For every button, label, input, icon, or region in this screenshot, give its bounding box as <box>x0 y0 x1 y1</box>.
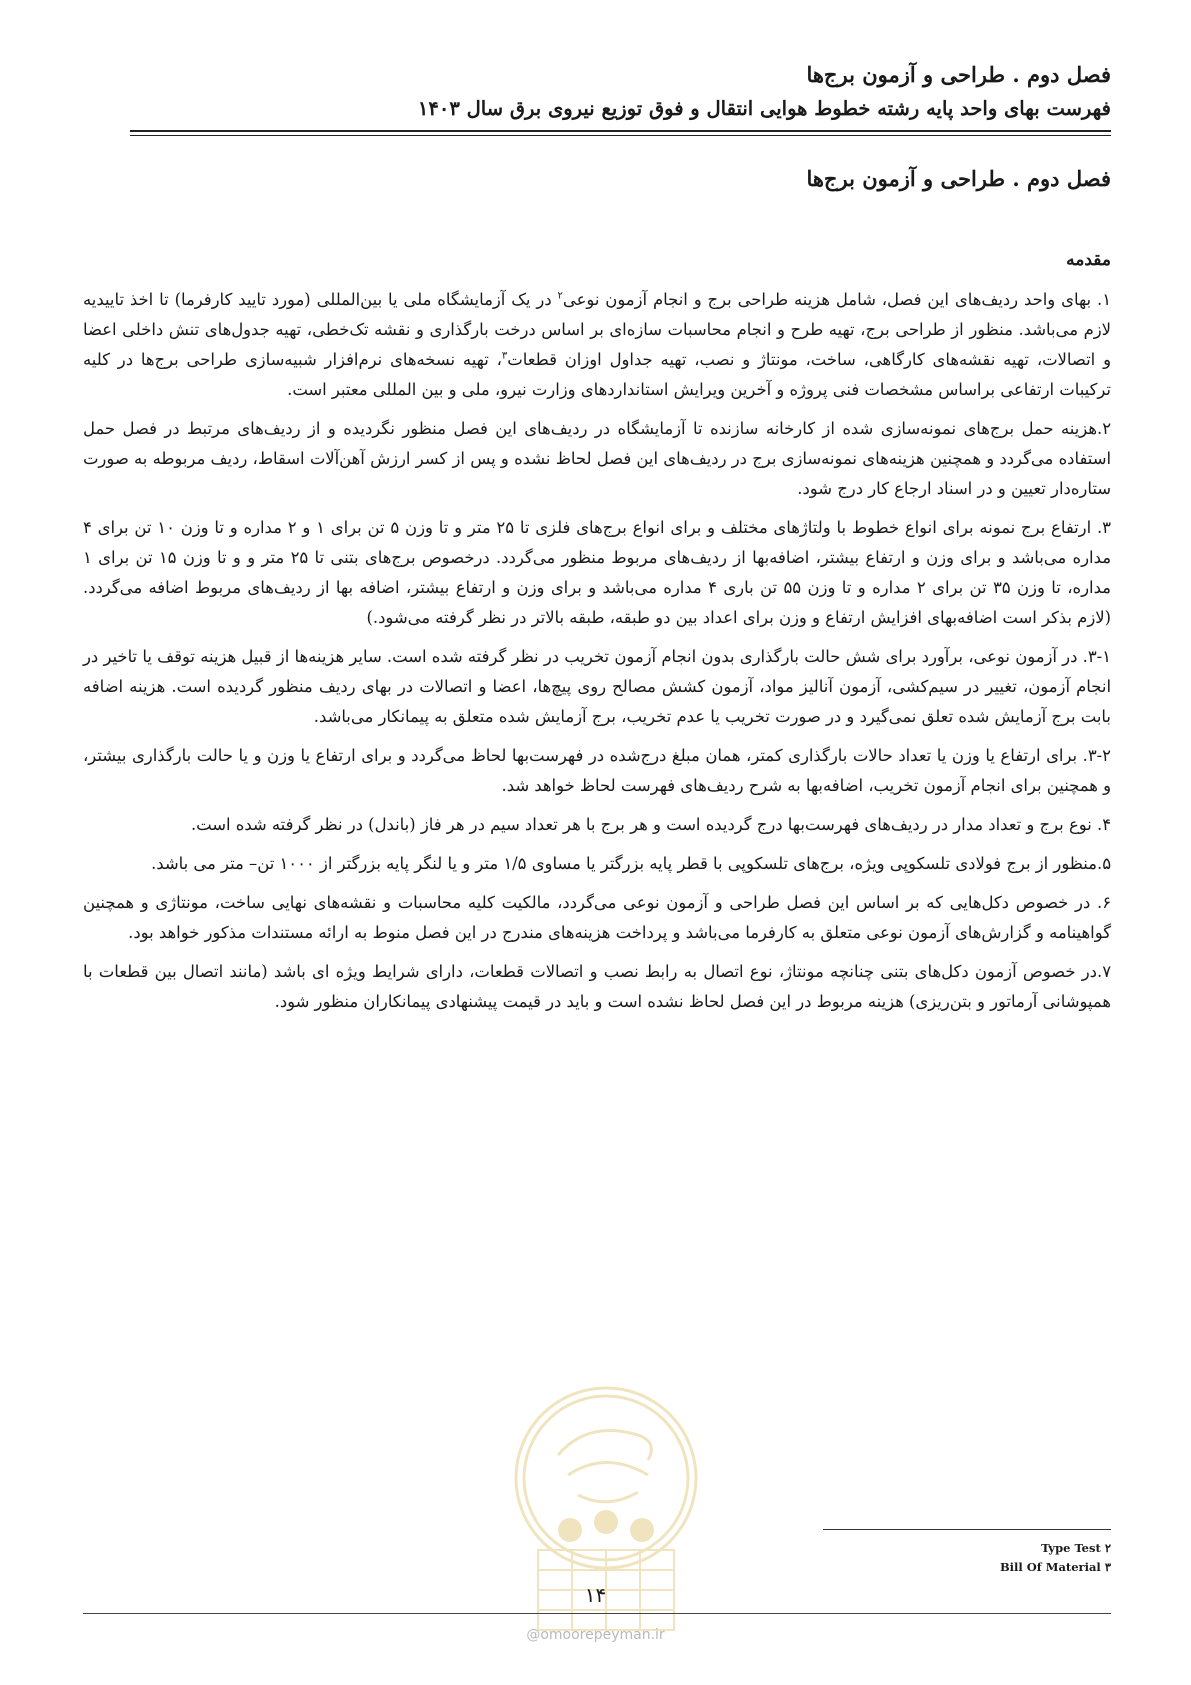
footnote-2-number: ۲ <box>1104 1541 1111 1555</box>
chapter-title: فصل دوم . طراحی و آزمون برج‌ها <box>806 166 1111 191</box>
footnote-separator <box>823 1529 1111 1530</box>
paragraph-2: ۲.هزینه حمل برج‌های نمونه‌سازی شده از کارخانه سازنده تا آزمایشگاه در ردیف‌های این فصل منظور نگردیده و از ردیف‌های مرتبط در فصل حمل استفاده می‌گردد و همچنین هزینه‌های نمونه‌سازی برج در ردیف‌های این فصل لحاظ نشده و پس از کسر ارزش آهن‌آلات اسقاط، ردیف مربوطه به صورت ستاره‌دار تعیین و در اسناد ارجاع کار درج شود. <box>83 419 1111 498</box>
header-chapter-title: فصل دوم . طراحی و آزمون برج‌ها <box>806 62 1111 87</box>
footnote-3-text: Bill Of Material <box>999 1560 1101 1574</box>
site-watermark-text: @omoorepeyman.ir <box>526 1627 665 1643</box>
paragraph-3-1: ۳-۱. در آزمون نوعی، برآورد برای شش حالت بارگذاری بدون انجام آزمون تخریب در نظر گرفته شده است. سایر هزینه‌ها از قبیل هزینه توقف یا تاخیر در انجام آزمون، تغییر در سیم‌کشی، آزمون آنالیز مواد، آزمون کشش مصالح روی پیچ‌ها، اعضا و اتصالات در بهای ردیف منظور گردیده است. هزینه اضافه بابت برج آزمایش شده تعلق نمی‌گیرد و در صورت تخریب یا عدم تخریب، برج آزمایش شده متعلق به پیمانکار می‌باشد. <box>83 647 1111 726</box>
footer-rule <box>83 1613 1111 1614</box>
paragraph-1-part-b: در یک آزمایشگاه ملی یا بین‌المللی (مورد تایید کارفرما) تا اخذ تاییدیه لازم می‌باشد. منظور از طراحی برج، تهیه طرح و انجام محاسبات سازه‌ای بر اساس درخت بارگذاری و نقشه تک‌خطی، تهیه جدول‌های تنش داخلی اعضا و اتصالات، تهیه نقشه‌های کارگاهی، ساخت، مونتاژ و نصب، تهیه جداول اوزان قطعات <box>83 290 1111 369</box>
header-thin-rule <box>130 135 1111 136</box>
footnote-ref-3: ۳ <box>501 350 508 362</box>
paragraph-5: ۵.منظور از برج فولادی تلسکوپی ویژه، برج‌های تلسکوپی با قطر پایه بزرگتر یا مساوی ۱/۵ متر و یا لنگر پایه بزرگتر از ۱۰۰۰ تن– متر می باشد. <box>151 854 1111 873</box>
body-text <box>83 285 1111 1026</box>
paragraph-4: ۴. نوع برج و تعداد مدار در ردیف‌های فهرست‌بها درج گردیده است و هر برج با هر تعداد سیم در هر فاز (باندل) در نظر گرفته شده است. <box>190 815 1111 834</box>
footnote-ref-2: ۲ <box>557 290 563 302</box>
running-header <box>130 58 1111 126</box>
footnote-3 <box>1000 1560 1111 1574</box>
paragraph-1-part-a: ۱. بهای واحد ردیف‌های این فصل، شامل هزینه طراحی برج و انجام آزمون نوعی <box>562 290 1111 309</box>
page-number: ۱۴ <box>584 1583 607 1607</box>
footnote-2-text: Type Test <box>1041 1541 1101 1555</box>
footnote-2 <box>1041 1541 1111 1555</box>
paragraph-3-2: ۳-۲. برای ارتفاع یا وزن یا تعداد حالات بارگذاری کمتر، همان مبلغ درج‌شده در فهرست‌بها لحاظ می‌گردد و برای ارتفاع یا وزن و یا حالت بارگذاری بیشتر، و همچنین برای انجام آزمون تخریب، اضافه‌بها به شرح ردیف‌های فهرست لحاظ خواهد شد. <box>83 746 1111 795</box>
section-title: مقدمه <box>1066 250 1111 270</box>
paragraph-7: ۷.در خصوص آزمون دکل‌های بتنی چنانچه مونتاژ، نوع اتصال به رابط نصب و اتصالات قطعات، دارای شرایط ویژه ای باشد (مانند اتصال بین قطعات با همپوشانی آرماتور و بتن‌ریزی) هزینه مربوط در این فصل لحاظ نشده است و باید در قیمت پیشنهادی پیمانکاران منظور شود. <box>83 962 1111 1011</box>
header-document-title: فهرست بهای واحد پایه رشته خطوط هوایی انتقال و فوق توزیع نیروی برق سال ۱۴۰۳ <box>417 97 1111 120</box>
paragraph-1-part-c: ، تهیه نسخه‌های نرم‌افزار شبیه‌سازی طراحی برج‌ها در کلیه ترکیبات ارتفاعی براساس مشخصات فنی پروژه و آخرین ویرایش استانداردهای وزارت نیرو، ملی و بین المللی معتبر است. <box>83 350 1111 399</box>
paragraph-6: ۶. در خصوص دکل‌هایی که بر اساس این فصل طراحی و آزمون نوعی می‌گردد، مالکیت کلیه محاسبات و نقشه‌های نهایی ساخت، مونتاژی و همچنین گواهینامه و گزارش‌های آزمون نوعی متعلق به کارفرما می‌باشد و پرداخت هزینه‌های مندرج در این فصل منوط به ارائه مستندات مذکور خواهد بود. <box>83 893 1111 942</box>
footnote-3-number: ۳ <box>1104 1560 1111 1574</box>
header-thick-rule <box>130 130 1111 132</box>
paragraph-1 <box>83 285 1111 405</box>
paragraph-3: ۳. ارتفاع برج نمونه برای انواع خطوط با ولتاژهای مختلف و برای انواع برج‌های فلزی تا ۲۵ متر و تا وزن ۵ تن برای ۱ و ۲ مداره و تا وزن ۱۰ تن برای ۴ مداره می‌باشد و برای وزن و ارتفاع بیشتر، اضافه‌بها از ردیف‌های مربوط منظور می‌گردد. درخصوص برج‌های بتنی تا ۲۵ متر و و تا وزن ۱۵ تن برای ۱ مداره، تا وزن ۳۵ تن برای ۲ مداره و تا وزن ۵۵ تن باری ۴ مداره می‌باشد و برای وزن و ارتفاع بیشتر، اضافه بها از ردیف‌های مربوط اضافه می‌گردد. (لازم بذکر است اضافه‌بهای افزایش ارتفاع و وزن برای اعداد بین دو طبقه، طبقه بالاتر در نظر گرفته می‌شود.) <box>83 518 1111 627</box>
